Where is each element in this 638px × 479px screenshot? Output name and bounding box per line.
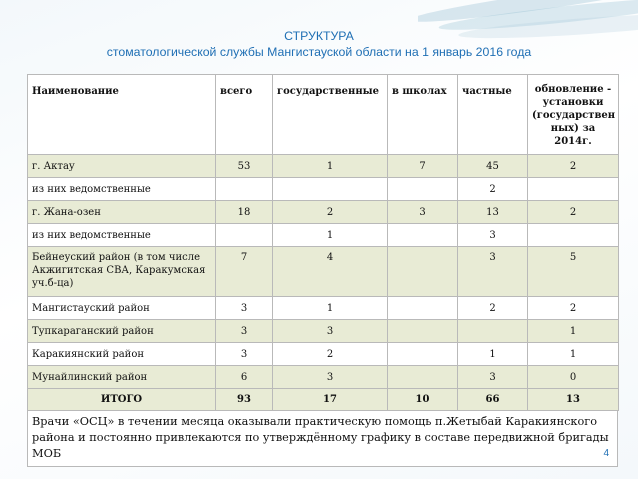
total-cell-state: 17 — [273, 389, 388, 411]
cell-name: Мунайлинский район — [28, 366, 216, 389]
cell-state: 2 — [273, 201, 388, 224]
cell-name: Бейнеуский район (в том числе Акжигитская СВА, Каракумская уч.б-ца) — [28, 247, 216, 297]
cell-state: 1 — [273, 155, 388, 178]
table-row — [28, 201, 619, 224]
total-cell-schools: 10 — [388, 389, 458, 411]
header-name: Наименование — [28, 75, 216, 155]
page-number: 4 — [603, 448, 609, 459]
table-row — [28, 178, 619, 201]
cell-update: 5 — [528, 247, 619, 297]
slide-title — [0, 28, 638, 60]
cell-state: 2 — [273, 343, 388, 366]
cell-private: 3 — [458, 366, 528, 389]
cell-schools: 7 — [388, 155, 458, 178]
cell-total: 6 — [216, 366, 273, 389]
cell-private: 1 — [458, 343, 528, 366]
cell-total — [216, 224, 273, 247]
cell-update: 1 — [528, 320, 619, 343]
cell-schools — [388, 247, 458, 297]
note-text: Врачи «ОСЦ» в течении месяца оказывали практическую помощь п.Жетыбай Каракиянского района и постоянно привлекаются по утверждённому графику в составе передвижной бригады МОБ — [32, 415, 609, 460]
cell-state: 1 — [273, 224, 388, 247]
cell-state — [273, 178, 388, 201]
cell-name: Тупкараганский район — [28, 320, 216, 343]
cell-total: 7 — [216, 247, 273, 297]
title-line-2: стоматологической службы Мангистауской области на 1 январь 2016 года — [106, 45, 532, 59]
cell-update — [528, 178, 619, 201]
cell-update — [528, 224, 619, 247]
cell-name: из них ведомственные — [28, 224, 216, 247]
cell-schools — [388, 320, 458, 343]
cell-private: 2 — [458, 178, 528, 201]
table-row — [28, 155, 619, 178]
structure-table-container — [27, 74, 618, 467]
cell-schools — [388, 178, 458, 201]
table-row — [28, 297, 619, 320]
cell-state: 3 — [273, 320, 388, 343]
total-row — [28, 389, 619, 411]
cell-schools: 3 — [388, 201, 458, 224]
title-line-1: СТРУКТУРА — [284, 29, 354, 43]
cell-name: Мангистауский район — [28, 297, 216, 320]
cell-private: 13 — [458, 201, 528, 224]
structure-table — [27, 74, 619, 411]
header-update: обновление - установки (государствен ных) за 2014г. — [528, 75, 619, 155]
header-state: государственные — [273, 75, 388, 155]
cell-total — [216, 178, 273, 201]
cell-state: 4 — [273, 247, 388, 297]
cell-private: 2 — [458, 297, 528, 320]
cell-update: 2 — [528, 297, 619, 320]
cell-name: из них ведомственные — [28, 178, 216, 201]
note-box — [27, 411, 618, 467]
cell-total: 53 — [216, 155, 273, 178]
cell-schools — [388, 224, 458, 247]
header-private: частные — [458, 75, 528, 155]
cell-name: Каракиянский район — [28, 343, 216, 366]
table-header-row — [28, 75, 619, 155]
cell-state: 1 — [273, 297, 388, 320]
cell-total: 3 — [216, 320, 273, 343]
header-total: всего — [216, 75, 273, 155]
cell-private: 3 — [458, 224, 528, 247]
cell-update: 2 — [528, 201, 619, 224]
header-schools: в школах — [388, 75, 458, 155]
cell-state: 3 — [273, 366, 388, 389]
total-cell-total: 93 — [216, 389, 273, 411]
total-cell-private: 66 — [458, 389, 528, 411]
cell-private: 3 — [458, 247, 528, 297]
total-cell-update: 13 — [528, 389, 619, 411]
cell-schools — [388, 297, 458, 320]
cell-schools — [388, 366, 458, 389]
cell-update: 1 — [528, 343, 619, 366]
total-cell-name: ИТОГО — [28, 389, 216, 411]
cell-update: 2 — [528, 155, 619, 178]
table-row — [28, 366, 619, 389]
cell-schools — [388, 343, 458, 366]
table-row — [28, 343, 619, 366]
cell-name: г. Жана-озен — [28, 201, 216, 224]
table-row — [28, 247, 619, 297]
cell-private — [458, 320, 528, 343]
cell-update: 0 — [528, 366, 619, 389]
cell-private: 45 — [458, 155, 528, 178]
cell-total: 3 — [216, 343, 273, 366]
cell-total: 18 — [216, 201, 273, 224]
cell-total: 3 — [216, 297, 273, 320]
table-row — [28, 224, 619, 247]
table-row — [28, 320, 619, 343]
cell-name: г. Актау — [28, 155, 216, 178]
